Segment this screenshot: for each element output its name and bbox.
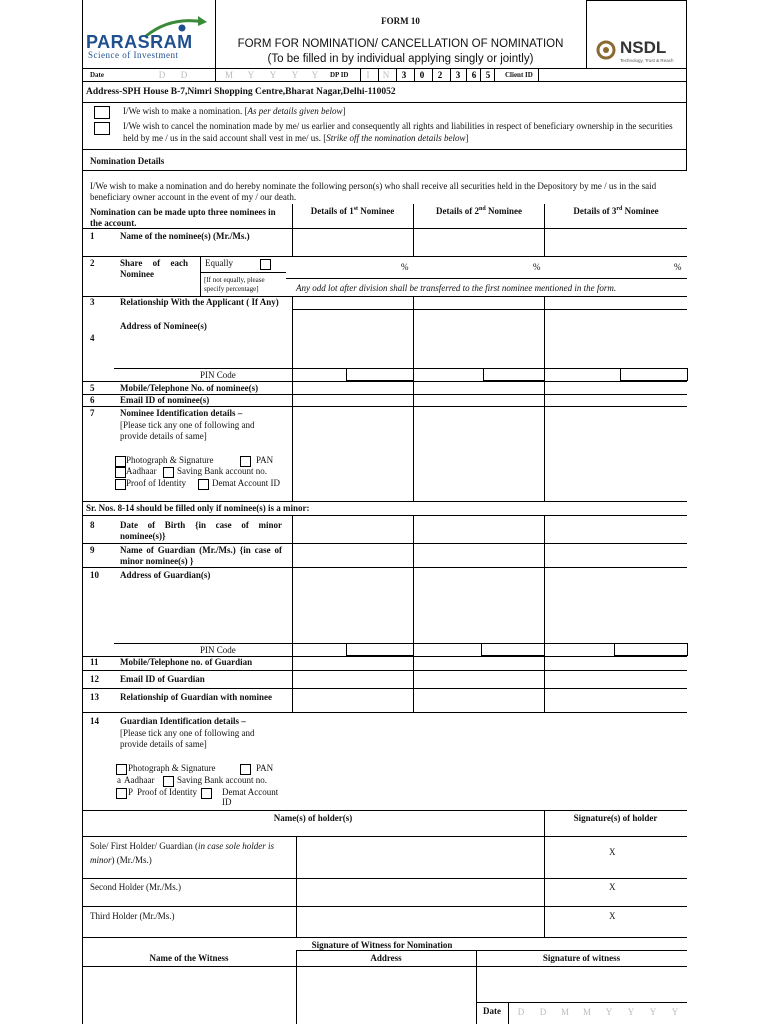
nominee-pin-label: PIN Code: [200, 370, 236, 380]
guardian-3-pin-field[interactable]: [614, 643, 688, 656]
brand-logo: [86, 12, 211, 60]
row-number: 8: [90, 520, 95, 530]
dp-id-char: I: [360, 69, 375, 81]
guardian-id-bank-checkbox[interactable]: [116, 788, 127, 799]
proof-prefix: P: [128, 787, 134, 797]
id-demat-label: Demat Account ID: [212, 478, 280, 488]
nominee-1-address-field[interactable]: [294, 311, 412, 366]
nominee-3-name-field[interactable]: [546, 230, 686, 254]
guardian-2-pin-field[interactable]: [481, 643, 545, 656]
nominee-1-share-pct[interactable]: %: [401, 262, 409, 272]
guardian-pin-label: PIN Code: [200, 645, 236, 655]
holder-signatures-header: Signature(s) of holder: [573, 813, 658, 823]
witness-date-char[interactable]: Y: [627, 1007, 635, 1017]
dp-id-char: N: [378, 69, 393, 81]
nsdl-emblem-icon: [596, 40, 616, 60]
nominee-id-proof-checkbox[interactable]: [115, 479, 126, 490]
date-char[interactable]: D: [158, 70, 166, 80]
first-holder-label: Sole/ First Holder/ Guardian (in case sole holder is minor) (Mr./Ms.): [90, 841, 274, 865]
id-aadhaar-label: Aadhaar: [124, 775, 155, 785]
form-title: FORM FOR NOMINATION/ CANCELLATION OF NOMINATION: [237, 38, 564, 50]
second-holder-name-field[interactable]: [298, 880, 542, 904]
witness-signature-field[interactable]: [478, 968, 685, 1000]
minor-note: Sr. Nos. 8-14 should be filled only if nominee(s) is a minor:: [86, 503, 310, 513]
id-bank-label: Saving Bank account no.: [177, 775, 267, 785]
dp-id-char: 3: [450, 69, 465, 81]
dp-id-char: 5: [480, 69, 495, 81]
date-char[interactable]: Y: [269, 70, 277, 80]
row-number: 1: [90, 231, 95, 241]
form-number: FORM 10: [381, 16, 420, 26]
guardian-email-label: Email ID of Guardian: [120, 674, 205, 684]
nsdl-tagline: Technology, Trust & Reach: [620, 58, 674, 63]
row-number: 2: [90, 258, 95, 268]
nominee-1-pin-field[interactable]: [346, 368, 414, 381]
nominee-name-label: Name of the nominee(s) (Mr./Ms.): [120, 231, 250, 241]
date-char[interactable]: Y: [311, 70, 319, 80]
date-char[interactable]: Y: [291, 70, 299, 80]
cancel-nomination-checkbox[interactable]: [94, 122, 110, 135]
guardian-id-photo-checkbox[interactable]: [116, 764, 127, 775]
row-number: 7: [90, 408, 95, 418]
witness-date-char[interactable]: M: [560, 1007, 569, 1017]
row-number: 10: [90, 570, 99, 580]
odd-lot-note: Any odd lot after division shall be transferred to the first nominee mentioned in the form.: [296, 283, 617, 293]
dp-id-char: 2: [432, 69, 447, 81]
nominee-id-demat-checkbox[interactable]: [198, 479, 209, 490]
witness-address-field[interactable]: [298, 968, 474, 1020]
nominee-2-share-pct[interactable]: %: [533, 262, 541, 272]
guardian-name-label: Name of Guardian (Mr./Ms.) {in case of minor nominee(s) }: [120, 545, 282, 566]
witness-name-header: Name of the Witness: [149, 953, 229, 963]
holder-names-header: Name(s) of holder(s): [273, 813, 353, 823]
client-id-label: Client ID: [505, 71, 533, 79]
dp-id-char: 6: [466, 69, 481, 81]
brand-name: PARASRAM: [86, 32, 193, 52]
row-number: 3: [90, 297, 95, 307]
row-number: 5: [90, 383, 95, 393]
col-1st-nominee: Details of 1st Nominee: [310, 206, 395, 216]
nominee-1-name-field[interactable]: [294, 230, 412, 254]
dp-id-char: 3: [396, 69, 411, 81]
nominee-2-address-field[interactable]: [415, 311, 543, 366]
row-number: 6: [90, 395, 95, 405]
witness-name-field[interactable]: [84, 968, 294, 1020]
guardian-id-pan-checkbox[interactable]: [240, 764, 251, 775]
nominee-id-instructions: [Please tick any one of following and provide details of same]: [120, 420, 255, 441]
third-holder-name-field[interactable]: [298, 908, 542, 935]
guardian-id-instructions: [Please tick any one of following and provide details of same]: [120, 728, 255, 749]
guardian-3-address-field[interactable]: [546, 569, 686, 641]
nominee-3-share-pct[interactable]: %: [674, 262, 682, 272]
date-char[interactable]: Y: [247, 70, 255, 80]
aadhaar-prefix: a: [117, 775, 121, 785]
id-aadhaar-label: Aadhaar: [126, 466, 157, 476]
id-photo-label: Photograph & Signature: [128, 763, 216, 773]
id-demat-label: Demat Account ID: [222, 787, 279, 807]
third-holder-signature[interactable]: X: [609, 911, 616, 921]
nomination-intro: I/We wish to make a nomination and do hereby nominate the following person(s) who shall receive all securities held in the Depository by me / us in the said beneficiary owner account in the event of my / our death.: [90, 181, 657, 202]
nomination-details-heading: Nomination Details: [90, 156, 165, 166]
row-number: 14: [90, 716, 99, 726]
form-subtitle: (To be filled in by individual applying singly or jointly): [267, 53, 534, 65]
make-nomination-checkbox[interactable]: [94, 106, 110, 119]
guardian-id-aadhaar-checkbox[interactable]: [163, 776, 174, 787]
nominee-mobile-label: Mobile/Telephone No. of nominee(s): [120, 383, 259, 393]
id-proof-label: Proof of Identity: [126, 478, 186, 488]
witness-address-header: Address: [370, 953, 402, 963]
witness-heading: Signature of Witness for Nomination: [311, 940, 453, 950]
third-holder-label: Third Holder (Mr./Ms.): [90, 911, 175, 921]
nomination-limit-note: Nomination can be made upto three nominees in the account.: [90, 207, 276, 228]
second-holder-signature[interactable]: X: [609, 882, 616, 892]
nsdl-logo: [596, 38, 684, 64]
dp-id-char: 0: [414, 69, 429, 81]
witness-date-char[interactable]: Y: [671, 1007, 679, 1017]
nominee-email-label: Email ID of nominee(s): [120, 395, 210, 405]
row-number: 4: [90, 333, 95, 343]
date-char[interactable]: D: [180, 70, 188, 80]
nominee-2-name-field[interactable]: [415, 230, 543, 254]
nominee-id-label: Nominee Identification details –: [120, 408, 243, 418]
id-photo-label: Photograph & Signature: [126, 455, 214, 465]
cancel-nomination-text: I/We wish to cancel the nomination made by me/ us earlier and consequently all rights and liabilities in respect of beneficiary ownership in the securities held by me / us in the said account shall vest in me/ us. [Strike off the nomination details below]: [123, 121, 673, 143]
brand-tagline: Science of Investment: [88, 50, 179, 60]
witness-date-char[interactable]: Y: [649, 1007, 657, 1017]
id-pan-label: PAN: [256, 455, 274, 465]
col-3rd-nominee: Details of 3rd Nominee: [573, 206, 659, 216]
relationship-label: Relationship With the Applicant ( If Any): [120, 297, 279, 307]
nominee-3-address-field[interactable]: [546, 311, 686, 366]
row-number: 13: [90, 692, 99, 702]
guardian-relationship-label: Relationship of Guardian with nominee: [120, 692, 273, 702]
share-note: [If not equally, please specify percentage]: [204, 276, 265, 293]
guardian-address-label: Address of Guardian(s): [120, 570, 211, 580]
witness-date-label: Date: [483, 1006, 501, 1016]
nominee-id-photo-checkbox[interactable]: [115, 456, 126, 467]
make-nomination-text: I/We wish to make a nomination. [As per details given below]: [123, 106, 346, 116]
col-2nd-nominee: Details of 2nd Nominee: [436, 206, 522, 216]
nominee-address-label: Address of Nominee(s): [120, 321, 207, 331]
guardian-1-address-field[interactable]: [294, 569, 412, 641]
id-proof-label: Proof of Identity: [137, 787, 197, 797]
dob-label: Date of Birth {in case of minor nominee(s)}: [120, 520, 282, 541]
nominee-3-pin-field[interactable]: [620, 368, 688, 381]
date-char[interactable]: M: [224, 70, 233, 80]
date-label: Date: [90, 71, 104, 79]
guardian-mobile-label: Mobile/Telephone no. of Guardian: [120, 657, 253, 667]
guardian-1-pin-field[interactable]: [346, 643, 414, 656]
row-number: 9: [90, 545, 95, 555]
witness-signature-header: Signature of witness: [542, 953, 621, 963]
dp-id-label: DP ID: [330, 71, 349, 79]
first-holder-name-field[interactable]: [298, 838, 542, 876]
second-holder-label: Second Holder (Mr./Ms.): [90, 882, 181, 892]
witness-date-char[interactable]: D: [539, 1007, 547, 1017]
equally-label: Equally: [205, 258, 233, 268]
row-number: 11: [90, 657, 99, 667]
nominee-id-aadhaar-checkbox[interactable]: [115, 467, 126, 478]
nominee-2-pin-field[interactable]: [483, 368, 545, 381]
guardian-id-label: Guardian Identification details –: [120, 716, 246, 726]
row-number: 12: [90, 674, 99, 684]
guardian-id-proof-checkbox[interactable]: [201, 788, 212, 799]
id-pan-label: PAN: [256, 763, 274, 773]
witness-date-char[interactable]: M: [582, 1007, 591, 1017]
equally-checkbox[interactable]: [260, 259, 271, 270]
dp-address: Address-SPH House B-7,Nimri Shopping Centre,Bharat Nagar,Delhi-110052: [86, 87, 396, 97]
nsdl-name: NSDL: [620, 38, 667, 57]
witness-date-char[interactable]: Y: [605, 1007, 613, 1017]
first-holder-signature[interactable]: X: [609, 847, 616, 857]
id-bank-label: Saving Bank account no.: [177, 466, 267, 476]
share-label: Share of each Nominee: [120, 258, 188, 279]
witness-date-char[interactable]: D: [517, 1007, 525, 1017]
nominee-id-bank-checkbox[interactable]: [163, 467, 174, 478]
guardian-2-address-field[interactable]: [415, 569, 543, 641]
